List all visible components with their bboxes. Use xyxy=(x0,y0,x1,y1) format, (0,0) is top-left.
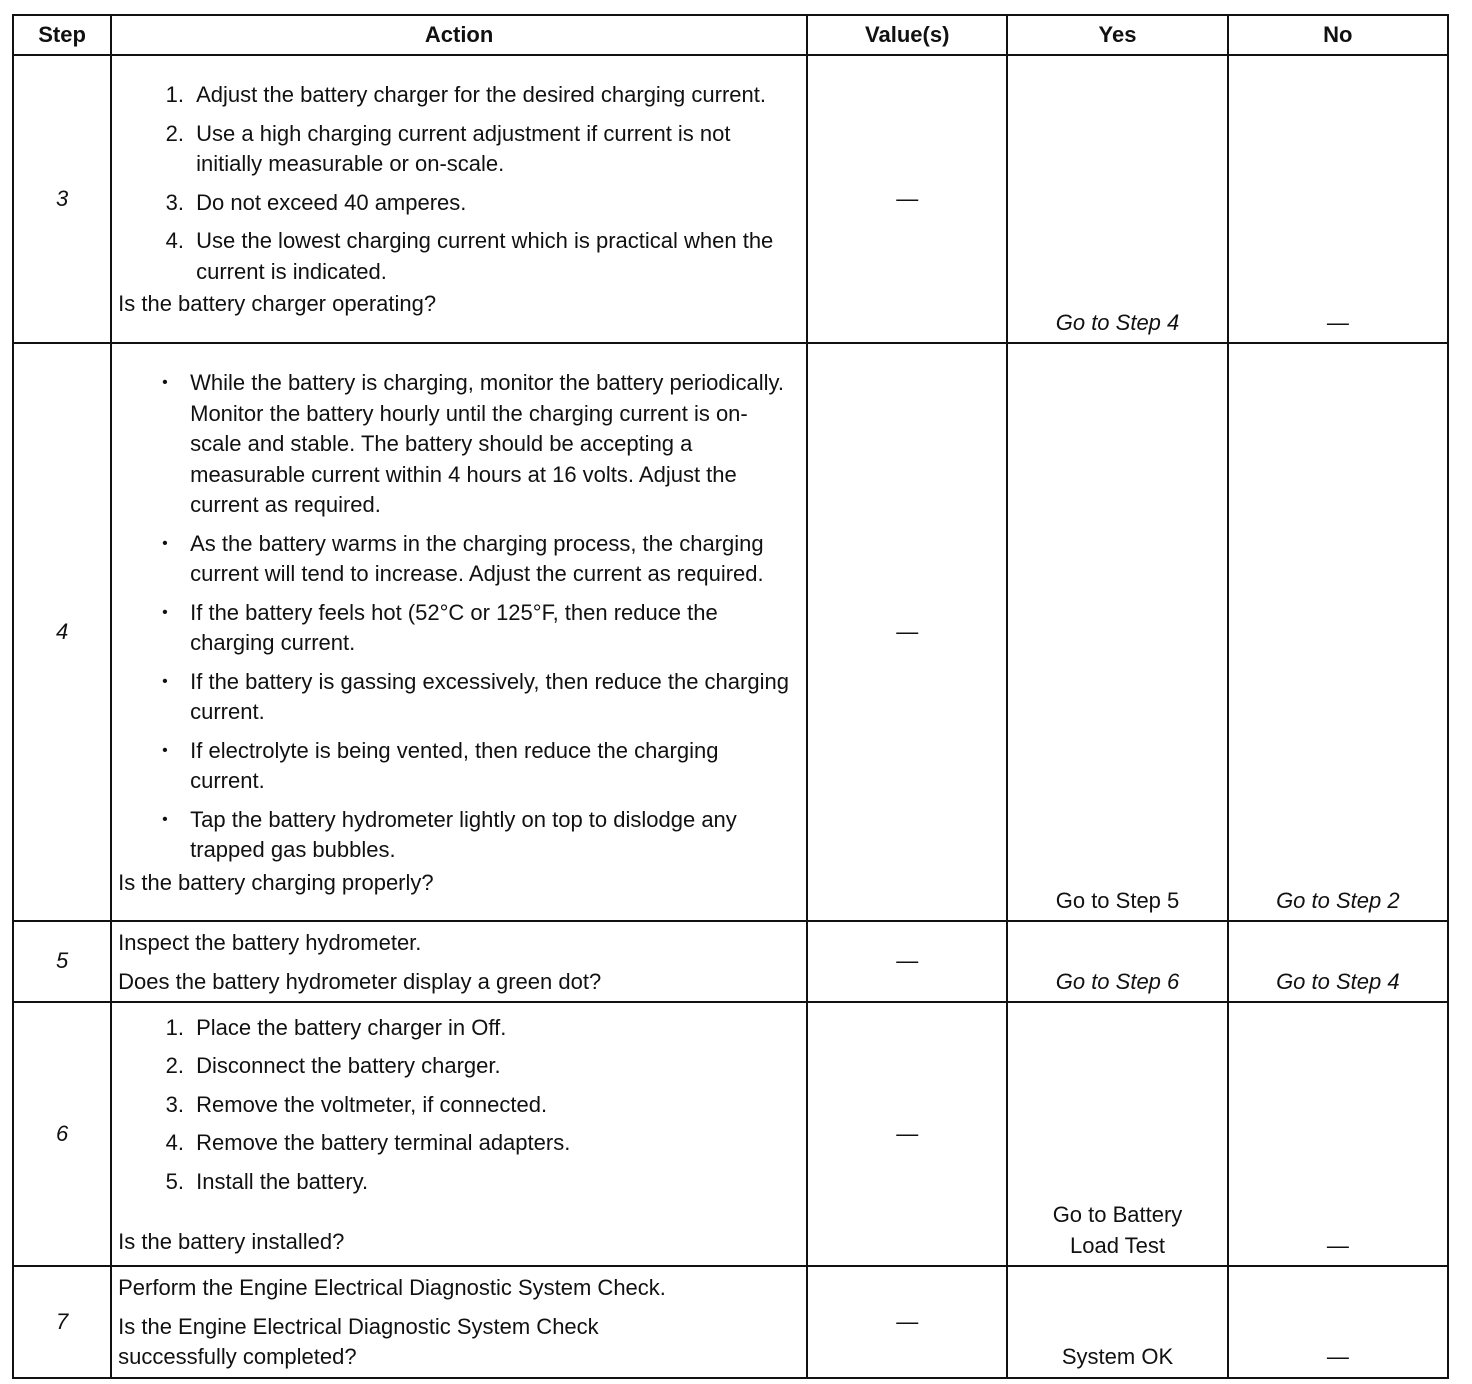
list-item: 1. Place the battery charger in Off. xyxy=(190,1013,792,1044)
values-cell: — xyxy=(807,343,1007,921)
action-list xyxy=(118,1013,792,1198)
table-row-step-6 xyxy=(13,1002,1448,1266)
action-text: Inspect the battery hydrometer. xyxy=(118,930,422,955)
action-list xyxy=(118,80,792,287)
list-item: 4. Use the lowest charging current which is practical when the current is indicated. xyxy=(190,226,792,287)
list-item: • If electrolyte is being vented, then reduce the charging current. xyxy=(190,736,792,797)
action-cell xyxy=(111,1266,807,1378)
step-number: 7 xyxy=(13,1266,111,1378)
header-action: Action xyxy=(111,15,807,55)
list-item: • As the battery warms in the charging process, the charging current will tend to increase. Adjust the current as required. xyxy=(190,529,792,590)
list-item: 2. Disconnect the battery charger. xyxy=(190,1051,792,1082)
action-cell xyxy=(111,921,807,1002)
step-number: 5 xyxy=(13,921,111,1002)
list-item: 5. Install the battery. xyxy=(190,1167,792,1198)
action-text: Perform the Engine Electrical Diagnostic System Check. xyxy=(118,1275,666,1300)
yes-cell: System OK xyxy=(1007,1266,1227,1378)
list-item: • While the battery is charging, monitor the battery periodically. Monitor the battery hourly until the charging current is on-scale and stable. The battery should be accepting a measurable current within 4 hours at 16 volts. Adjust the current as required. xyxy=(190,368,792,521)
yes-cell: Go to Step 4 xyxy=(1007,55,1227,343)
action-cell xyxy=(111,1002,807,1266)
header-no: No xyxy=(1228,15,1448,55)
action-cell xyxy=(111,55,807,343)
step-number: 4 xyxy=(13,343,111,921)
values-cell: — xyxy=(807,921,1007,1002)
list-item: • If the battery feels hot (52°C or 125°F, then reduce the charging current. xyxy=(190,598,792,659)
values-cell: — xyxy=(807,55,1007,343)
header-yes: Yes xyxy=(1007,15,1227,55)
table-row-step-7 xyxy=(13,1266,1448,1378)
no-cell: — xyxy=(1228,1002,1448,1266)
values-cell: — xyxy=(807,1002,1007,1266)
no-cell: Go to Step 2 xyxy=(1228,343,1448,921)
list-item: 1. Adjust the battery charger for the desired charging current. xyxy=(190,80,792,111)
yes-cell-text: Go to Battery Load Test xyxy=(1052,1202,1183,1258)
header-step: Step xyxy=(13,15,111,55)
no-cell: Go to Step 4 xyxy=(1228,921,1448,1002)
action-cell xyxy=(111,343,807,921)
table-row-step-5 xyxy=(13,921,1448,1002)
question-text: Is the battery charging properly? xyxy=(118,869,434,895)
question-text: Is the battery installed? xyxy=(118,1229,345,1254)
list-item: 2. Use a high charging current adjustment if current is not initially measurable or on-scale. xyxy=(190,119,792,180)
yes-cell: Go to Step 5 xyxy=(1007,343,1227,921)
action-list xyxy=(118,368,792,866)
no-cell: — xyxy=(1228,1266,1448,1378)
header-row xyxy=(13,15,1448,55)
table-row-step-4 xyxy=(13,343,1448,921)
question-text: Does the battery hydrometer display a green dot? xyxy=(118,968,602,994)
list-item: 3. Do not exceed 40 amperes. xyxy=(190,188,792,219)
list-item: 4. Remove the battery terminal adapters. xyxy=(190,1128,792,1159)
question-text: Is the battery charger operating? xyxy=(118,291,437,317)
list-item: • If the battery is gassing excessively, then reduce the charging current. xyxy=(190,667,792,728)
step-number: 6 xyxy=(13,1002,111,1266)
yes-cell: Go to Step 6 xyxy=(1007,921,1227,1002)
question-text: Is the Engine Electrical Diagnostic System Check successfully completed? xyxy=(118,1313,599,1369)
table-row-step-3 xyxy=(13,55,1448,343)
list-item: • Tap the battery hydrometer lightly on top to dislodge any trapped gas bubbles. xyxy=(190,805,792,866)
header-values: Value(s) xyxy=(807,15,1007,55)
values-cell: — xyxy=(807,1266,1007,1378)
diagnostic-table xyxy=(12,14,1449,1379)
list-item: 3. Remove the voltmeter, if connected. xyxy=(190,1090,792,1121)
no-cell: — xyxy=(1228,55,1448,343)
step-number: 3 xyxy=(13,55,111,343)
yes-cell xyxy=(1007,1002,1227,1266)
